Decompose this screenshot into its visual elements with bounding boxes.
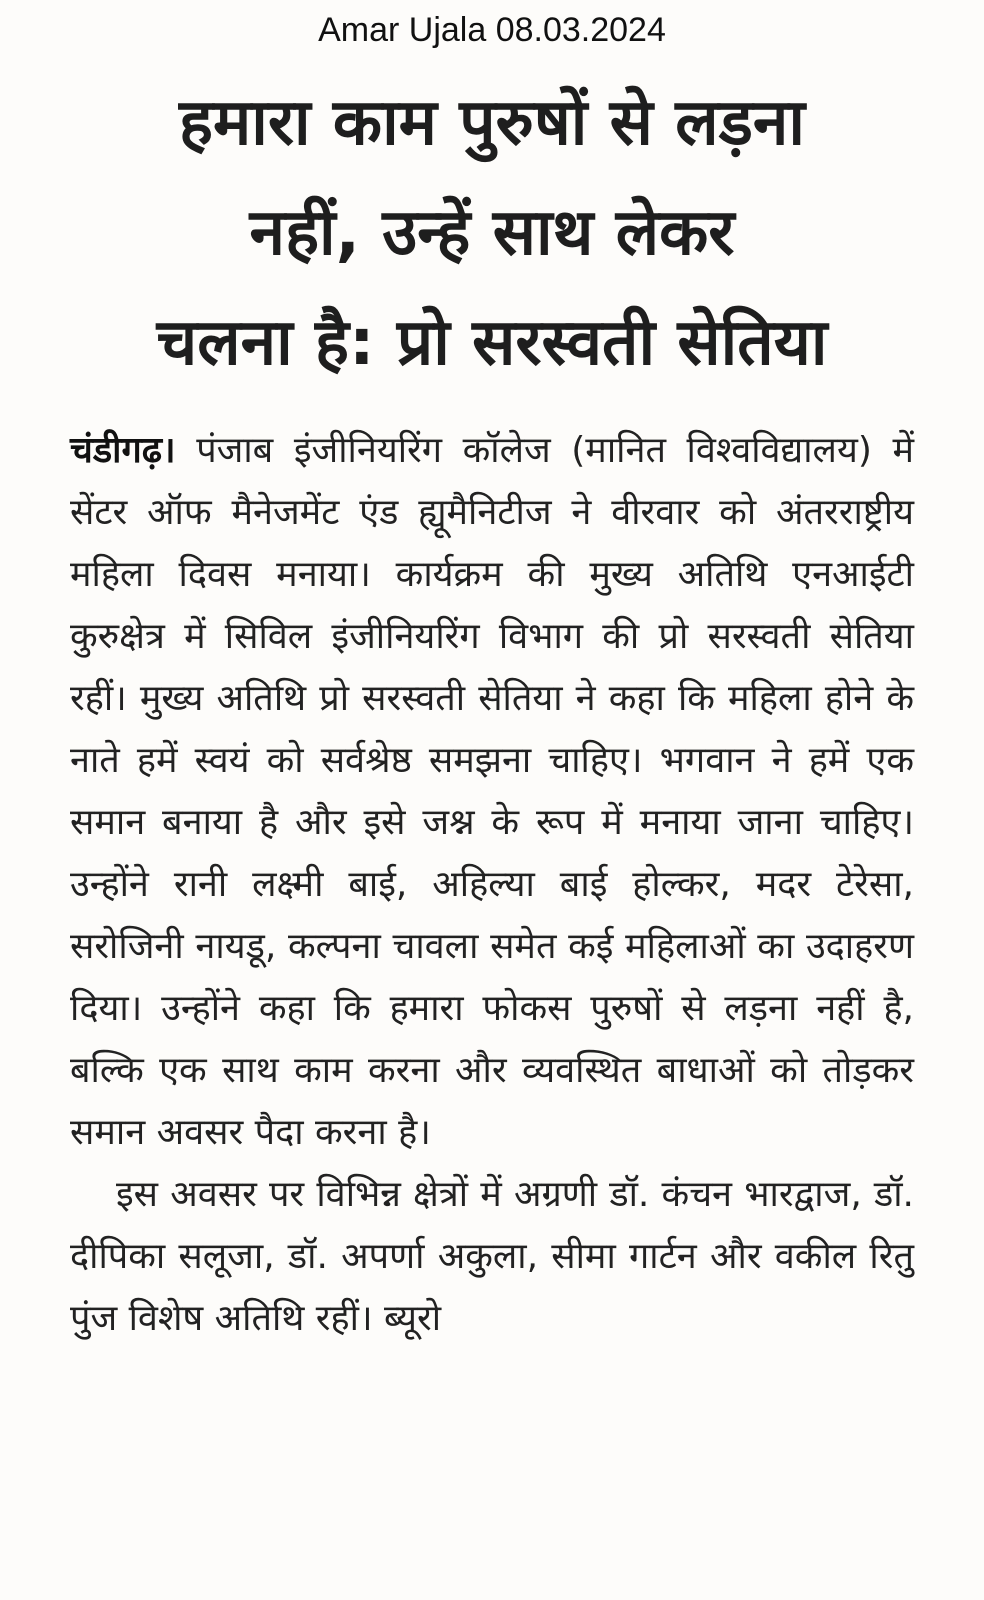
article-headline	[70, 68, 914, 398]
dateline: चंडीगढ़।	[70, 430, 176, 471]
article-paragraph-1	[70, 420, 914, 1164]
headline-line-2: नहीं, उन्हें साथ लेकर	[249, 196, 735, 270]
source-label: Amar Ujala 08.03.2024	[318, 11, 666, 49]
paragraph-1-text: पंजाब इंजीनियरिंग कॉलेज (मानित विश्वविद्यालय) में सेंटर ऑफ मैनेजमेंट एंड ह्यूमैनिटीज ने वीरवार को अंतरराष्ट्रीय महिला दिवस मनाया। कार्यक्रम की मुख्य अतिथि एनआईटी कुरुक्षेत्र में सिविल इंजीनियरिंग विभाग की प्रो सरस्वती सेतिया रहीं। मुख्य अतिथि प्रो सरस्वती सेतिया ने कहा कि महिला होने के नाते हमें स्वयं को सर्वश्रेष्ठ समझना चाहिए। भगवान ने हमें एक समान बनाया है और इसे जश्न के रूप में मनाया जाना चाहिए। उन्होंने रानी लक्ष्मी बाई, अहिल्या बाई होल्कर, मदर टेरेसा, सरोजिनी नायडू, कल्पना चावला समेत कई महिलाओं का उदाहरण दिया। उन्होंने कहा कि हमारा फोकस पुरुषों से लड़ना नहीं है, बल्कि एक साथ काम करना और व्यवस्थित बाधाओं को तोड़कर समान अवसर पैदा करना है।	[70, 430, 914, 1153]
article-paragraph-2: इस अवसर पर विभिन्न क्षेत्रों में अग्रणी डॉ. कंचन भारद्वाज, डॉ. दीपिका सलूजा, डॉ. अपर्णा अकुला, सीमा गार्टन और वकील रितु पुंज विशेष अतिथि रहीं। ब्यूरो	[70, 1174, 914, 1339]
article-body	[70, 420, 914, 1350]
headline-line-3: चलना है: प्रो सरस्वती सेतिया	[156, 306, 828, 380]
headline-line-1: हमारा काम पुरुषों से लड़ना	[179, 86, 805, 160]
